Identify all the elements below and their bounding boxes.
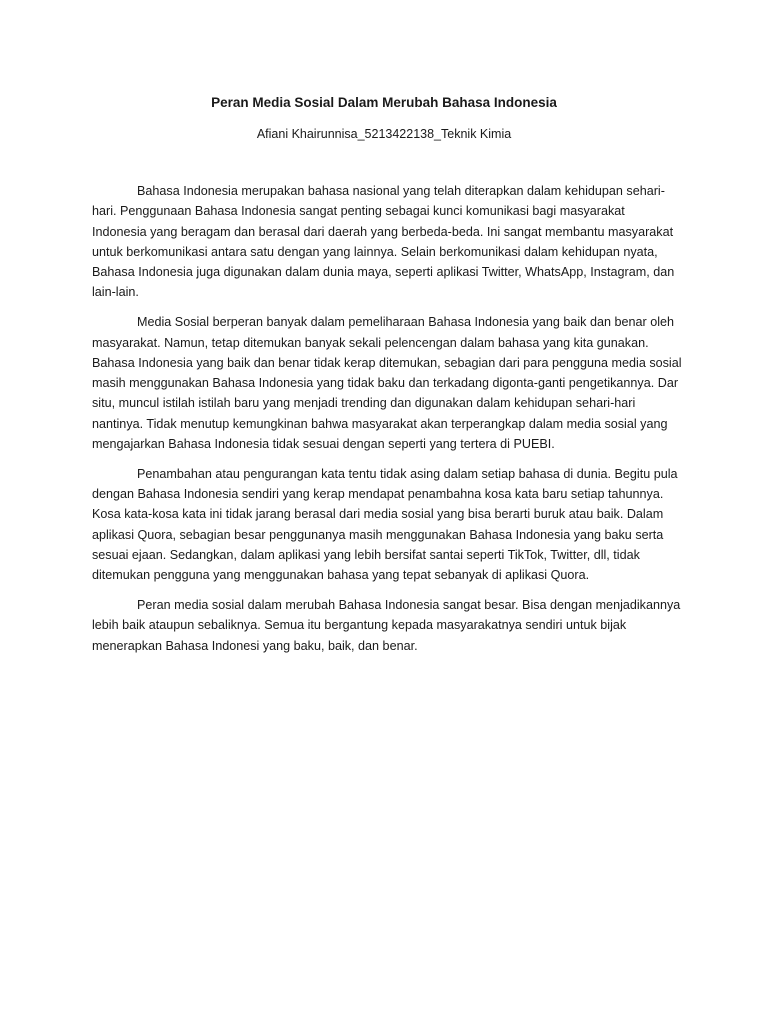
paragraph-4: Peran media sosial dalam merubah Bahasa Indonesia sangat besar. Bisa dengan menjadikannya lebih baik ataupun sebaliknya. Semua itu bergantung kepada masyarakatnya sendiri untuk bijak menerapkan Bahasa Indonesi yang baku, baik, dan benar. — [92, 598, 681, 653]
document-body — [92, 181, 682, 666]
document-author: Afiani Khairunnisa_5213422138_Teknik Kimia — [256, 127, 512, 141]
paragraph-3: Penambahan atau pengurangan kata tentu tidak asing dalam setiap bahasa di dunia. Begitu pula dengan Bahasa Indonesia sendiri yang kerap mendapat penambahna kosa kata baru setiap tahunnya. Kosa kata-kosa kata ini tidak jarang berasal dari media sosial yang bisa berarti buruk atau baik. Dalam aplikasi Quora, sebagian besar penggunanya masih menggunakan Bahasa Indonesia yang baku serta sesuai ejaan. Sedangkan, dalam aplikasi yang lebih bersifat santai seperti TikTok, Twitter, dll, tidak ditemukan pengguna yang menggunakan bahasa yang tepat sebanyak di aplikasi Quora. — [92, 466, 678, 583]
paragraph-2: Media Sosial berperan banyak dalam pemeliharaan Bahasa Indonesia yang baik dan benar oleh masyarakat. Namun, tetap ditemukan banyak sekali pelencengan dalam bahasa yang kita gunakan. Bahasa Indonesia yang baik dan benar tidak kerap ditemukan, sebagian dari para pengguna media sosial masih menggunakan Bahasa Indonesia yang tidak baku dan terkadang digonta-ganti pengetikannya. Dar situ, muncul istilah istilah baru yang menjadi trending dan digunakan dalam kehidupan sehari-hari nantinya. Tidak menutup kemungkinan bahwa masyarakat akan terperangkap dalam media sosial yang mengajarkan Bahasa Indonesia tidak sesuai dengan seperti yang tertera di PUEBI. — [92, 315, 682, 452]
document-title: Peran Media Sosial Dalam Merubah Bahasa Indonesia — [211, 95, 557, 110]
paragraph-1: Bahasa Indonesia merupakan bahasa nasional yang telah diterapkan dalam kehidupan sehari-hari. Penggunaan Bahasa Indonesia sangat penting sebagai kunci komunikasi bagi masyarakat Indonesia yang beragam dan berasal dari daerah yang berbeda-beda. Ini sangat membantu masyarakat untuk berkomunikasi antara satu dengan yang lainnya. Selain berkomunikasi dalam kehidupan nyata, Bahasa Indonesia juga digunakan dalam dunia maya, seperti aplikasi Twitter, WhatsApp, Instagram, dan lain-lain. — [92, 184, 675, 300]
